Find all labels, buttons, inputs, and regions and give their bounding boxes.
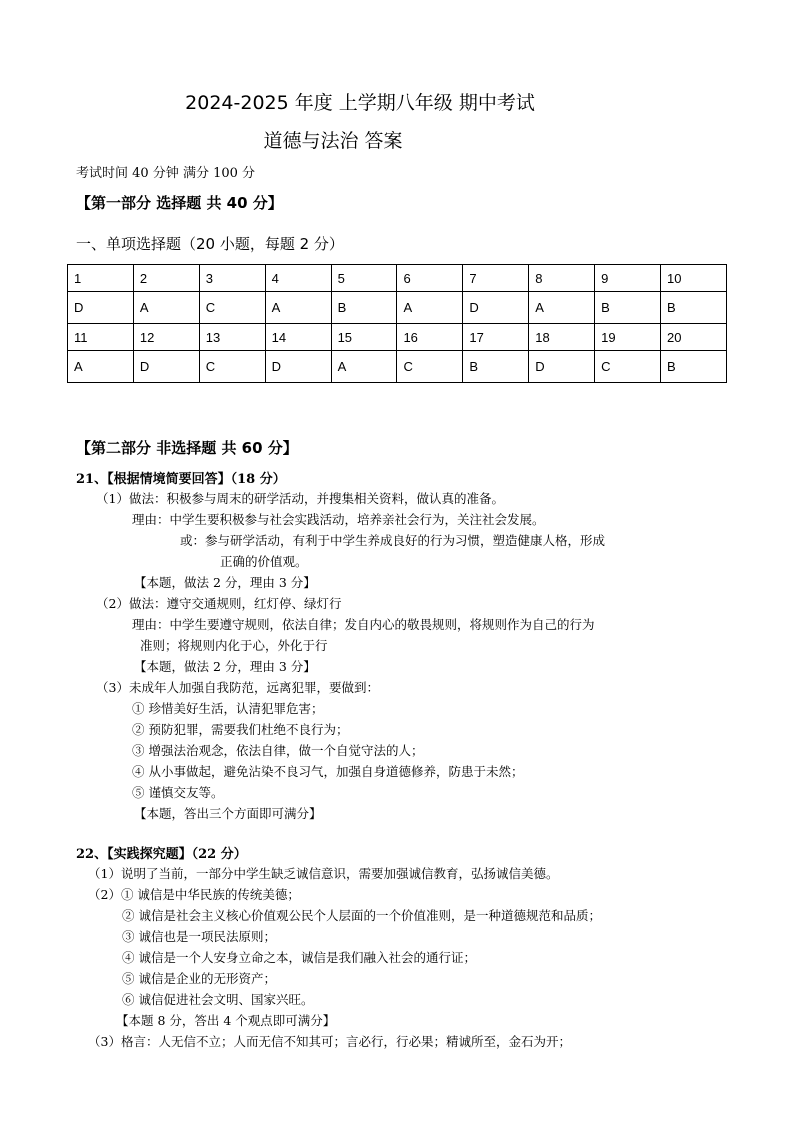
table-cell: 17 bbox=[463, 324, 529, 351]
table-cell: B bbox=[661, 351, 727, 383]
table-cell: C bbox=[199, 292, 265, 324]
table-cell: 16 bbox=[397, 324, 463, 351]
answer-line: ③ 增强法治观念，依法自律，做一个自觉守法的人； bbox=[132, 743, 424, 758]
table-cell: 14 bbox=[265, 324, 331, 351]
table-cell: A bbox=[68, 351, 134, 383]
answer-line: 准则；将规则内化于心，外化于行 bbox=[140, 638, 328, 653]
answer-line: （1）说明了当前，一部分中学生缺乏诚信意识，需要加强诚信教育，弘扬诚信美德。 bbox=[88, 866, 559, 881]
answer-line: 理由：中学生要遵守规则，依法自律；发自内心的敬畏规则，将规则作为自己的行为 bbox=[132, 617, 595, 632]
answer-line: 【本题，答出三个方面即可满分】 bbox=[134, 806, 322, 821]
exam-meta: 考试时间 40 分钟 满分 100 分 bbox=[76, 166, 256, 181]
table-cell: D bbox=[133, 351, 199, 383]
table-cell: B bbox=[331, 292, 397, 324]
table-cell: 19 bbox=[595, 324, 661, 351]
exam-subtitle: 道德与法治 答案 bbox=[263, 130, 403, 152]
table-cell: A bbox=[529, 292, 595, 324]
table-row bbox=[68, 292, 727, 324]
answer-line: ③ 诚信也是一项民法原则； bbox=[122, 929, 276, 944]
q21-title: 21、【根据情境简要回答】（18 分） bbox=[76, 472, 286, 487]
table-cell: C bbox=[397, 351, 463, 383]
table-cell: 18 bbox=[529, 324, 595, 351]
table-cell: B bbox=[595, 292, 661, 324]
table-cell: 20 bbox=[661, 324, 727, 351]
table-row bbox=[68, 324, 727, 351]
answer-line: （1）做法：积极参与周末的研学活动，并搜集相关资料，做认真的准备。 bbox=[96, 491, 504, 506]
table-cell: 7 bbox=[463, 265, 529, 292]
table-cell: A bbox=[133, 292, 199, 324]
answer-line: ① 珍惜美好生活，认清犯罪危害； bbox=[132, 701, 324, 716]
table-cell: D bbox=[463, 292, 529, 324]
answer-line: （3）格言：人无信不立；人而无信不知其可；言必行，行必果；精诚所至，金石为开； bbox=[88, 1034, 571, 1049]
answer-line: 或：参与研学活动，有利于中学生养成良好的行为习惯，塑造健康人格，形成 bbox=[180, 533, 606, 548]
answer-line: ④ 从小事做起，避免沾染不良习气，加强自身道德修养，防患于未然； bbox=[132, 764, 524, 779]
answer-line: （3）未成年人加强自我防范，远离犯罪，要做到： bbox=[96, 680, 379, 695]
table-cell: 13 bbox=[199, 324, 265, 351]
section1-title: 一、单项选择题（20 小题，每题 2 分） bbox=[76, 235, 344, 253]
answer-line: 正确的价值观。 bbox=[220, 554, 308, 569]
table-cell: B bbox=[463, 351, 529, 383]
table-cell: 2 bbox=[133, 265, 199, 292]
answer-line: 【本题，做法 2 分，理由 3 分】 bbox=[134, 659, 316, 674]
answer-line: 【本题，做法 2 分，理由 3 分】 bbox=[134, 575, 316, 590]
table-cell: 6 bbox=[397, 265, 463, 292]
table-cell: 5 bbox=[331, 265, 397, 292]
table-row bbox=[68, 265, 727, 292]
answer-line: ⑤ 诚信是企业的无形资产； bbox=[122, 971, 276, 986]
part1-heading: 【第一部分 选择题 共 40 分】 bbox=[76, 194, 283, 212]
answer-line: ④ 诚信是一个人安身立命之本，诚信是我们融入社会的通行证； bbox=[122, 950, 476, 965]
answer-line: 【本题 8 分，答出 4 个观点即可满分】 bbox=[116, 1013, 336, 1028]
table-cell: 1 bbox=[68, 265, 134, 292]
table-cell: C bbox=[199, 351, 265, 383]
answer-line: ⑥ 诚信促进社会文明、国家兴旺。 bbox=[122, 992, 314, 1007]
table-cell: 15 bbox=[331, 324, 397, 351]
answer-line: ⑤ 谨慎交友等。 bbox=[132, 785, 224, 800]
table-cell: A bbox=[265, 292, 331, 324]
table-row bbox=[68, 351, 727, 383]
exam-title: 2024-2025 年度 上学期八年级 期中考试 bbox=[185, 92, 535, 114]
table-cell: D bbox=[529, 351, 595, 383]
part2-heading: 【第二部分 非选择题 共 60 分】 bbox=[76, 439, 298, 457]
answer-line: ② 预防犯罪，需要我们杜绝不良行为； bbox=[132, 722, 349, 737]
q22-title: 22、【实践探究题】（22 分） bbox=[76, 847, 247, 862]
answer-table bbox=[67, 264, 727, 383]
answer-line: （2）① 诚信是中华民族的传统美德； bbox=[88, 887, 300, 902]
table-cell: C bbox=[595, 351, 661, 383]
table-cell: D bbox=[68, 292, 134, 324]
table-cell: 3 bbox=[199, 265, 265, 292]
table-cell: A bbox=[331, 351, 397, 383]
answer-line: ② 诚信是社会主义核心价值观公民个人层面的一个价值准则，是一种道德规范和品质； bbox=[122, 908, 601, 923]
table-cell: 12 bbox=[133, 324, 199, 351]
table-cell: 9 bbox=[595, 265, 661, 292]
table-cell: 8 bbox=[529, 265, 595, 292]
table-cell: B bbox=[661, 292, 727, 324]
table-cell: 4 bbox=[265, 265, 331, 292]
answer-line: （2）做法：遵守交通规则，红灯停、绿灯行 bbox=[96, 596, 342, 611]
table-cell: D bbox=[265, 351, 331, 383]
answer-line: 理由：中学生要积极参与社会实践活动，培养亲社会行为，关注社会发展。 bbox=[132, 512, 545, 527]
table-cell: A bbox=[397, 292, 463, 324]
table-cell: 10 bbox=[661, 265, 727, 292]
table-cell: 11 bbox=[68, 324, 134, 351]
